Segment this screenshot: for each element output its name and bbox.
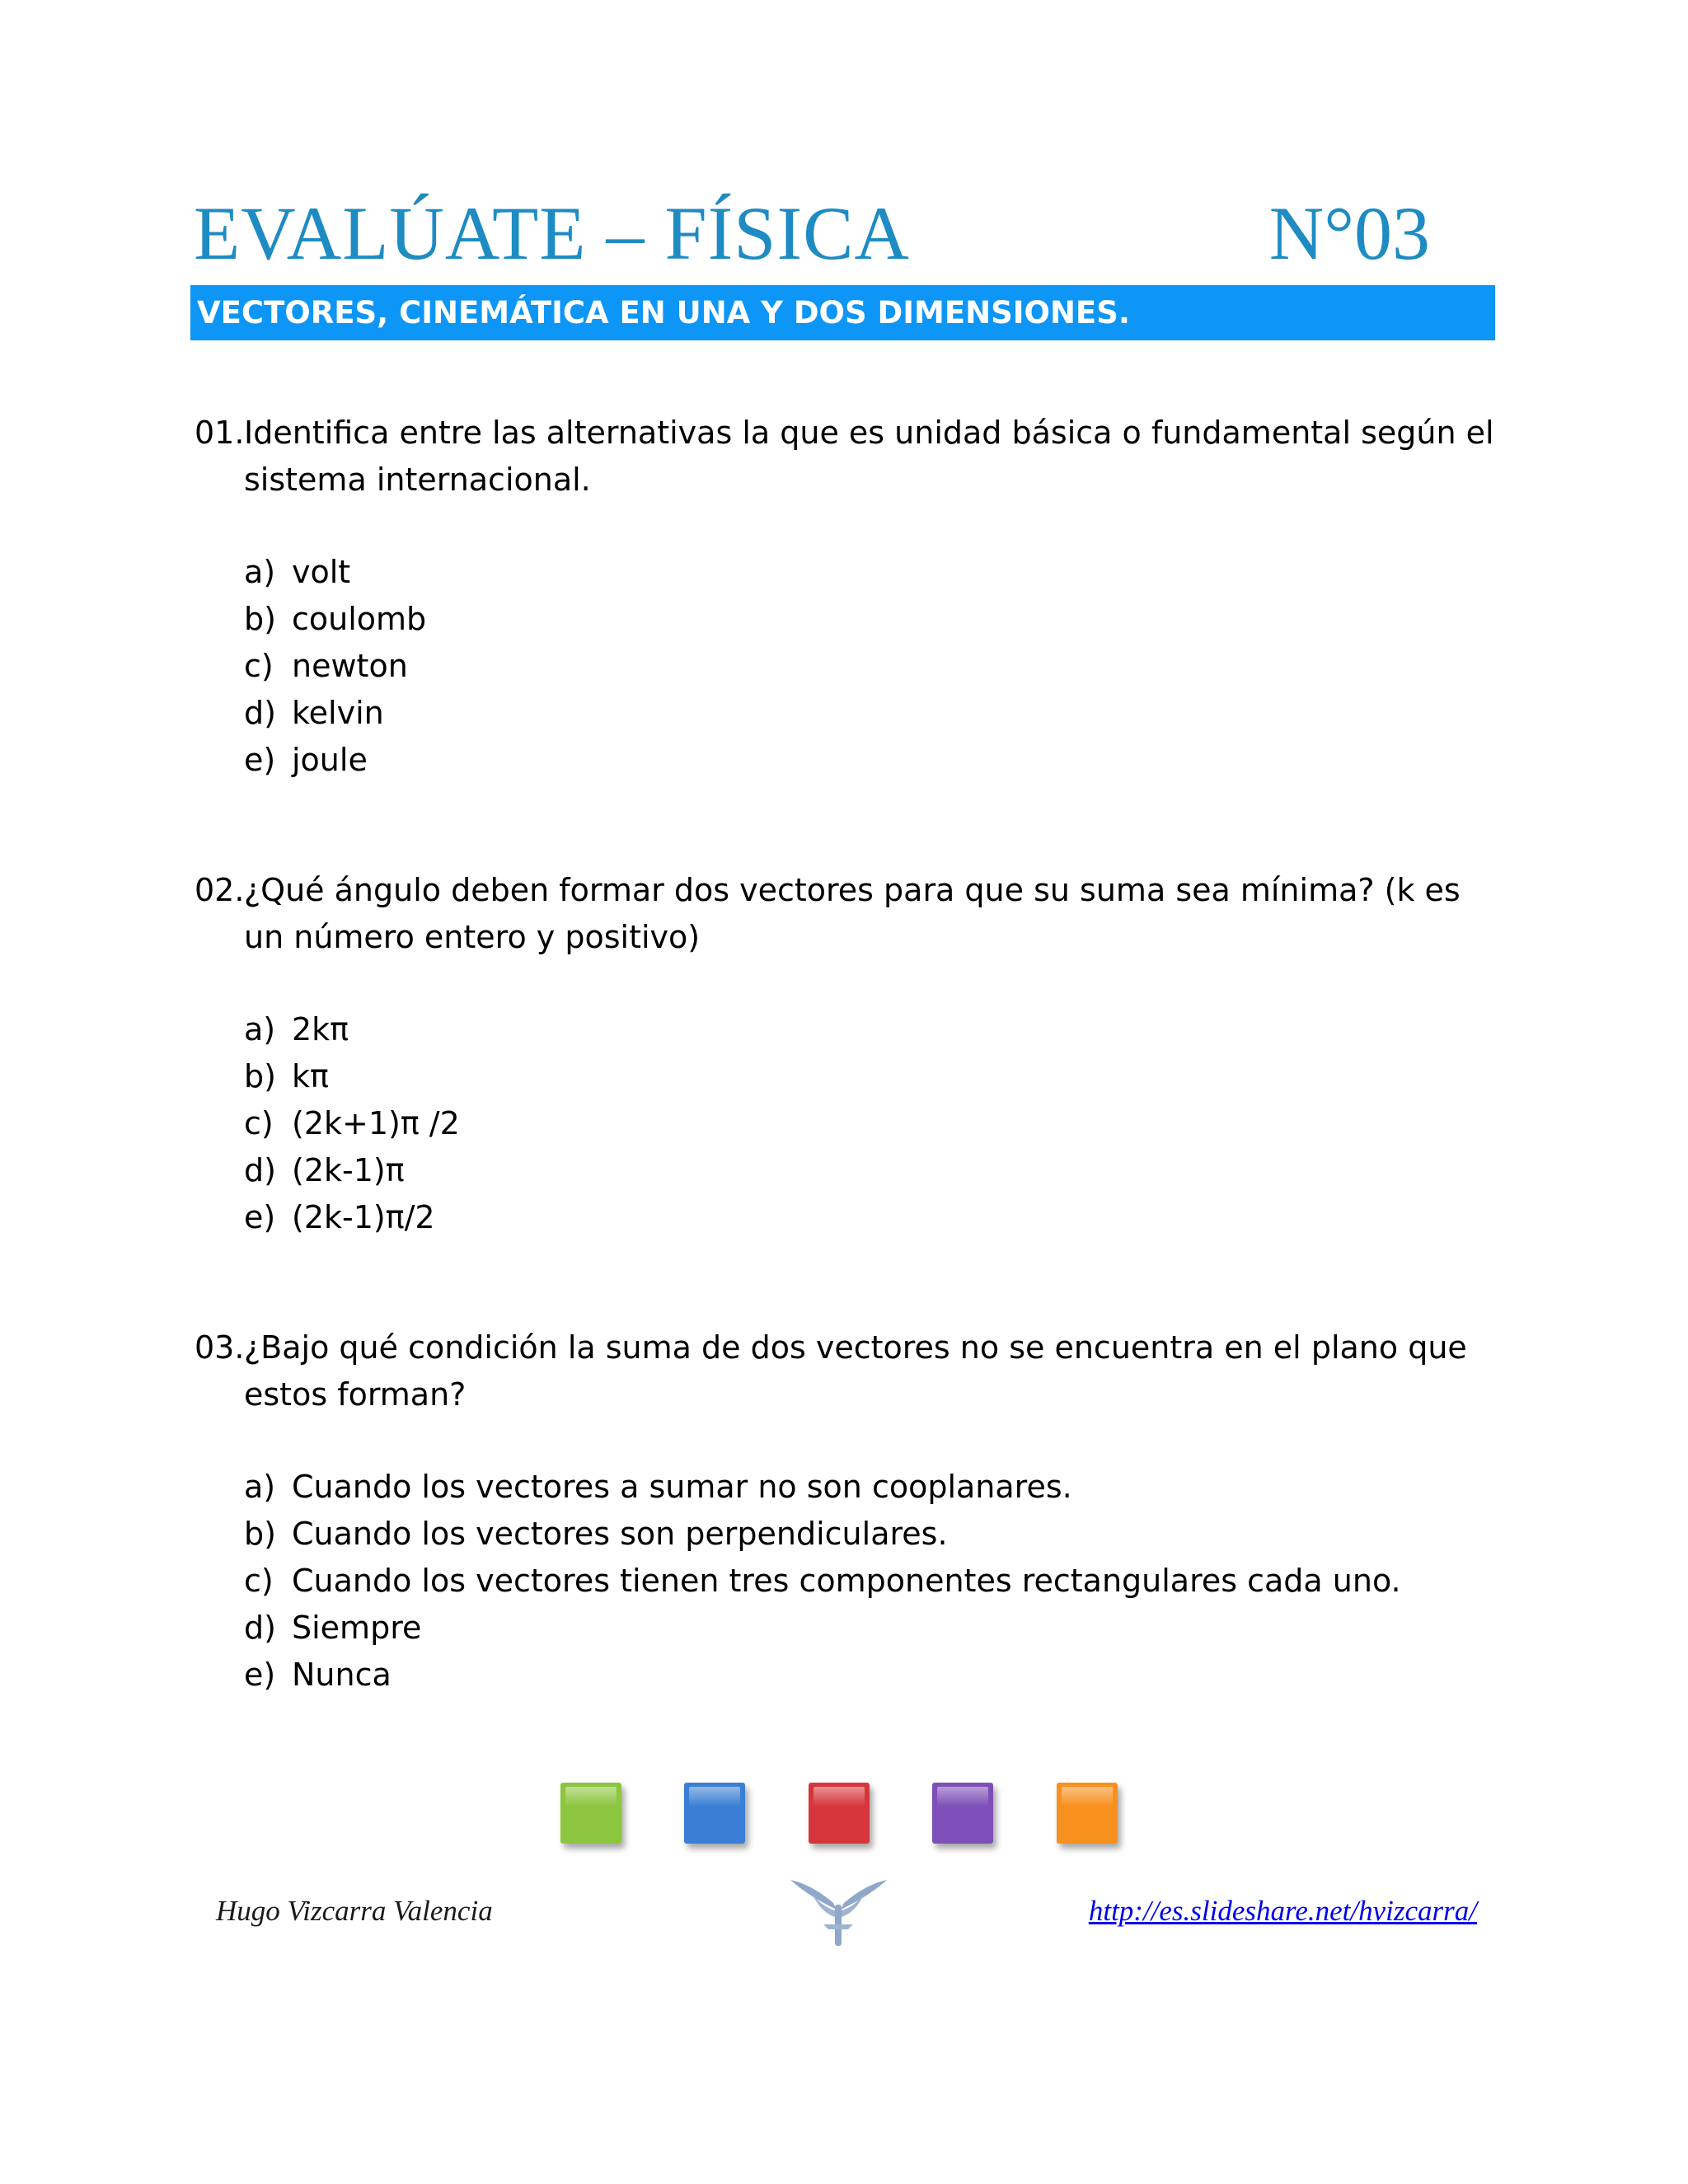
question-number: 01. [195, 415, 245, 451]
option-letter: a) [244, 554, 276, 590]
option-item [244, 643, 1497, 690]
question-text [195, 1324, 1497, 1418]
option-letter: c) [244, 1105, 274, 1141]
option-item [244, 1147, 1497, 1194]
option-text: Nunca [292, 1657, 392, 1693]
page-title: EVALÚATE – FÍSICA [194, 191, 910, 275]
option-text: kelvin [292, 695, 384, 731]
option-letter: c) [244, 1563, 274, 1599]
options-list [244, 1464, 1497, 1699]
worksheet-number: N°03 [1268, 191, 1430, 275]
option-letter: e) [244, 742, 276, 778]
option-text: coulomb [292, 601, 427, 637]
option-text: (2k-1)π/2 [292, 1199, 435, 1235]
option-letter: d) [244, 1610, 276, 1646]
option-item [244, 1652, 1497, 1699]
option-letter: c) [244, 648, 274, 684]
author-name: Hugo Vizcarra Valencia [216, 1895, 493, 1927]
red-square-icon [809, 1783, 870, 1844]
option-item [244, 1100, 1497, 1147]
option-item [244, 596, 1497, 643]
option-text: Cuando los vectores a sumar no son cooplanares. [292, 1469, 1072, 1505]
option-text: joule [292, 742, 368, 778]
question-body: Identifica entre las alternativas la que es unidad básica o fundamental según el sistema internacional. [244, 415, 1494, 498]
question-text [195, 867, 1497, 961]
option-item [244, 1464, 1497, 1511]
options-list [244, 1006, 1497, 1241]
orange-square-icon [1057, 1783, 1118, 1844]
option-text: newton [292, 648, 408, 684]
slideshare-link[interactable]: http://es.slideshare.net/hvizcarra/ [1088, 1895, 1477, 1927]
option-item [244, 1558, 1497, 1605]
options-list [244, 549, 1497, 784]
option-text: volt [292, 554, 351, 590]
option-letter: e) [244, 1657, 276, 1693]
trident-logo-icon [787, 1875, 890, 1949]
option-text: (2k-1)π [292, 1152, 405, 1188]
option-letter: d) [244, 695, 276, 731]
option-text: Cuando los vectores son perpendiculares. [292, 1516, 948, 1552]
option-item [244, 1053, 1497, 1100]
option-letter: a) [244, 1469, 276, 1505]
option-letter: b) [244, 1058, 276, 1094]
question-text [195, 410, 1497, 504]
option-item [244, 737, 1497, 784]
option-item [244, 690, 1497, 737]
option-item [244, 549, 1497, 596]
subtitle-bar [190, 285, 1495, 340]
option-text: (2k+1)π /2 [292, 1105, 460, 1141]
option-letter: d) [244, 1152, 276, 1188]
purple-square-icon [932, 1783, 993, 1844]
option-text: kπ [292, 1058, 329, 1094]
option-letter: b) [244, 601, 276, 637]
question-number: 02. [195, 872, 245, 908]
question-body: ¿Bajo qué condición la suma de dos vectores no se encuentra en el plano que estos forman? [244, 1329, 1467, 1413]
green-square-icon [560, 1783, 621, 1844]
option-text: Cuando los vectores tienen tres componentes rectangulares cada uno. [292, 1563, 1401, 1599]
question-3 [195, 1324, 1497, 1699]
option-item [244, 1511, 1497, 1558]
option-letter: e) [244, 1199, 276, 1235]
option-item [244, 1006, 1497, 1053]
option-item [244, 1605, 1497, 1652]
question-body: ¿Qué ángulo deben formar dos vectores para que su suma sea mínima? (k es un número entero y positivo) [244, 872, 1461, 955]
header [194, 188, 1430, 279]
page-subtitle: VECTORES, CINEMÁTICA EN UNA Y DOS DIMENSIONES. [197, 295, 1130, 330]
question-2 [195, 867, 1497, 1241]
question-number: 03. [195, 1329, 245, 1366]
option-item [244, 1194, 1497, 1241]
option-letter: b) [244, 1516, 276, 1552]
blue-square-icon [684, 1783, 745, 1844]
option-text: 2kπ [292, 1011, 349, 1047]
option-text: Siempre [292, 1610, 422, 1646]
option-letter: a) [244, 1011, 276, 1047]
question-1 [195, 410, 1497, 784]
